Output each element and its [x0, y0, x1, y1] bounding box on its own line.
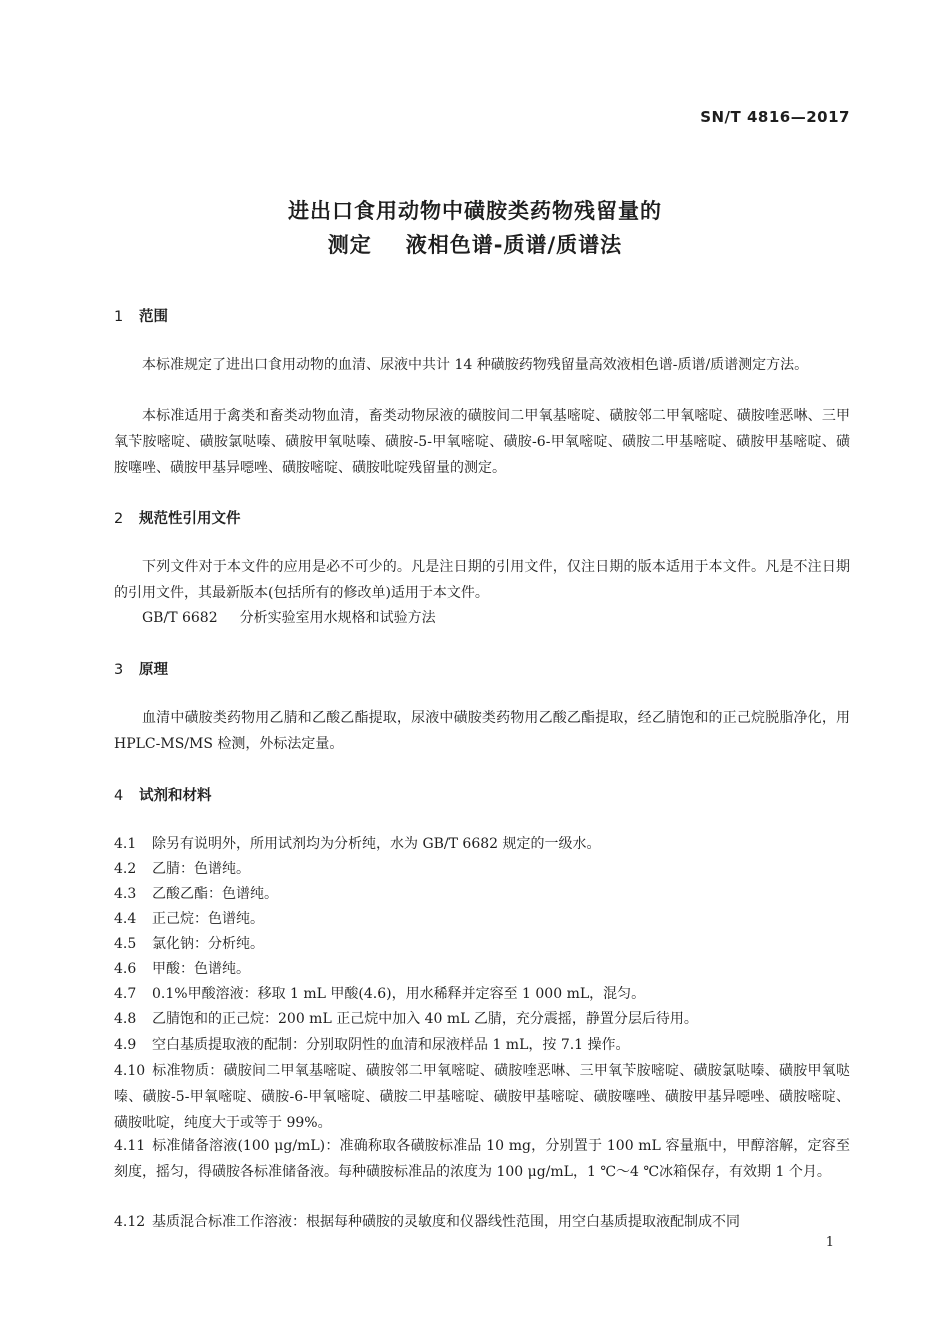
document-title-line-1: 进出口食用动物中磺胺类药物残留量的	[288, 199, 662, 223]
list-item: 4.7 0.1%甲酸溶液：移取 1 mL 甲酸(4.6)，用水稀释并定容至 1 000 mL，混匀。	[114, 986, 646, 1002]
list-item: 4.12 基质混合标准工作溶液：根据每种磺胺的灵敏度和仪器线性范围，用空白基质提取液配制成不同	[114, 1214, 740, 1230]
list-item: 4.5 氯化钠：分析纯。	[114, 936, 264, 952]
list-item: 4.1 除另有说明外，所用试剂均为分析纯，水为 GB/T 6682 规定的一级水。	[114, 836, 601, 852]
section-3-heading: 3 原理	[114, 662, 168, 678]
title-part-b: 液相色谱-质谱/质谱法	[405, 233, 623, 257]
list-item: 4.2 乙腈：色谱纯。	[114, 861, 250, 877]
reference-code: GB/T 6682	[142, 610, 218, 626]
list-item: 4.8 乙腈饱和的正己烷：200 mL 正己烷中加入 40 mL 乙腈，充分震摇，静置分层后待用。	[114, 1011, 698, 1027]
section-2-paragraph-1: 下列文件对于本文件的应用是必不可少的。凡是注日期的引用文件，仅注日期的版本适用于本文件。凡是不注日期的引用文件，其最新版本(包括所有的修改单)适用于本文件。	[114, 559, 850, 601]
document-title-line-2	[0, 229, 950, 259]
list-item: 4.10 标准物质：磺胺间二甲氧基嘧啶、磺胺邻二甲氧嘧啶、磺胺喹恶啉、三甲氧苄胺嘧啶、磺胺氯哒嗪、磺胺甲氧哒嗪、磺胺-5-甲氧嘧啶、磺胺-6-甲氧嘧啶、磺胺二甲基嘧啶、磺胺甲基嘧啶、磺胺噻唑、磺胺甲基异噁唑、磺胺嘧啶、磺胺吡啶，纯度大于或等于 99%。	[114, 1063, 850, 1131]
section-2-heading: 2 规范性引用文件	[114, 511, 241, 527]
section-1-heading: 1 范围	[114, 309, 168, 325]
list-item: 4.9 空白基质提取液的配制：分别取阴性的血清和尿液样品 1 mL，按 7.1 操作。	[114, 1037, 630, 1053]
page-number: 1	[825, 1235, 834, 1250]
list-item: 4.11 标准储备溶液(100 μg/mL)：准确称取各磺胺标准品 10 mg，分别置于 100 mL 容量瓶中，甲醇溶解，定容至刻度，摇匀，得磺胺各标准储备液。每种磺胺标准品的浓度为 100 μg/mL，1 ℃～4 ℃冰箱保存，有效期 1 个月。	[114, 1138, 850, 1180]
section-4-heading: 4 试剂和材料	[114, 788, 212, 804]
section-3-paragraph-1: 血清中磺胺类药物用乙腈和乙酸乙酯提取，尿液中磺胺类药物用乙酸乙酯提取，经乙腈饱和的正己烷脱脂净化，用 HPLC-MS/MS 检测，外标法定量。	[114, 710, 850, 752]
list-item: 4.4 正己烷：色谱纯。	[114, 911, 264, 927]
standard-number: SN/T 4816—2017	[700, 108, 850, 126]
title-part-a: 测定	[327, 233, 372, 257]
section-1-paragraph-2: 本标准适用于禽类和畜类动物血清，畜类动物尿液的磺胺间二甲氧基嘧啶、磺胺邻二甲氧嘧啶、磺胺喹恶啉、三甲氧苄胺嘧啶、磺胺氯哒嗪、磺胺甲氧哒嗪、磺胺-5-甲氧嘧啶、磺胺-6-甲氧嘧啶、磺胺二甲基嘧啶、磺胺甲基嘧啶、磺胺噻唑、磺胺甲基异噁唑、磺胺嘧啶、磺胺吡啶残留量的测定。	[114, 408, 850, 476]
list-item: 4.3 乙酸乙酯：色谱纯。	[114, 886, 278, 902]
normative-reference	[142, 605, 436, 631]
list-item: 4.6 甲酸：色谱纯。	[114, 961, 250, 977]
section-1-paragraph-1: 本标准规定了进出口食用动物的血清、尿液中共计 14 种磺胺药物残留量高效液相色谱-质谱/质谱测定方法。	[142, 357, 809, 373]
reference-title: 分析实验室用水规格和试验方法	[239, 610, 436, 626]
